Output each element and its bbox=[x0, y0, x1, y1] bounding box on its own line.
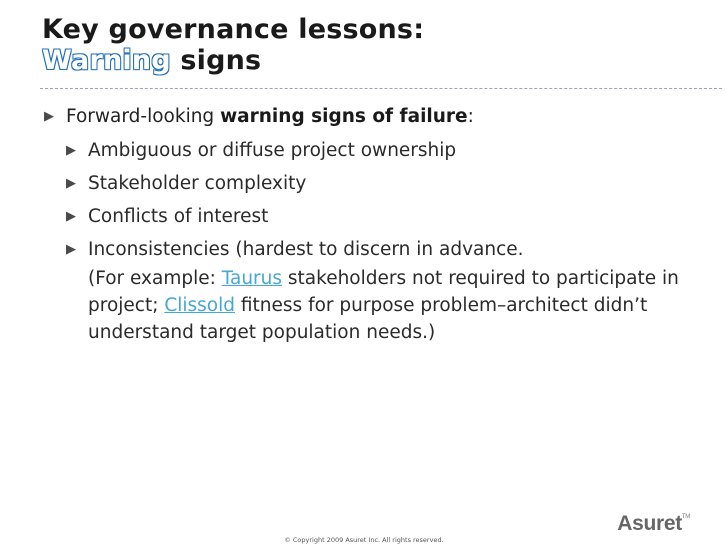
taurus-link[interactable]: Taurus bbox=[221, 268, 283, 289]
title-line-2-rest: signs bbox=[170, 45, 262, 76]
logo-trademark: TM bbox=[681, 514, 690, 520]
sub-bullet-inconsistencies bbox=[40, 237, 700, 263]
asuret-logo bbox=[617, 512, 690, 536]
main-bullet-bold: warning signs of failure bbox=[220, 106, 468, 127]
title-line-2 bbox=[42, 45, 424, 76]
sub-bullet-label: Conflicts of interest bbox=[88, 206, 269, 227]
sub-bullet-conflicts bbox=[40, 204, 700, 230]
title-line-1: Key governance lessons: bbox=[42, 14, 425, 45]
triangle-right-icon: ▶ bbox=[66, 209, 76, 224]
clissold-link[interactable]: Clissold bbox=[164, 295, 236, 316]
sub-bullet-label: Inconsistencies (hardest to discern in advance. bbox=[88, 239, 524, 260]
title-highlight-word: Warning bbox=[42, 45, 171, 76]
copyright-footer: © Copyright 2009 Asuret Inc. All rights reserved. bbox=[284, 536, 444, 544]
triangle-right-icon: ▶ bbox=[66, 242, 76, 257]
sub-bullet-label: Ambiguous or diffuse project ownership bbox=[88, 140, 457, 161]
main-bullet-prefix: Forward-looking bbox=[66, 106, 221, 127]
triangle-right-icon: ▶ bbox=[66, 143, 76, 158]
sub-bullet-label: Stakeholder complexity bbox=[88, 173, 307, 194]
example-text-2: stakeholders not required to participate in project; bbox=[88, 268, 679, 316]
example-text-1: (For example: bbox=[88, 268, 222, 289]
main-bullet bbox=[40, 104, 700, 130]
slide-title bbox=[42, 14, 424, 76]
slide-content bbox=[40, 104, 700, 346]
sub-bullet-ownership bbox=[40, 138, 700, 164]
main-bullet-suffix: : bbox=[467, 106, 474, 127]
triangle-right-icon: ▶ bbox=[66, 176, 76, 191]
sub-bullet-stakeholders bbox=[40, 171, 700, 197]
example-paragraph bbox=[40, 265, 700, 346]
title-divider bbox=[40, 88, 722, 89]
logo-text: Asuret bbox=[617, 512, 682, 535]
example-text-3: fitness for purpose problem–architect didn’t understand target population needs.) bbox=[88, 295, 648, 343]
triangle-right-icon: ▶ bbox=[44, 109, 54, 124]
